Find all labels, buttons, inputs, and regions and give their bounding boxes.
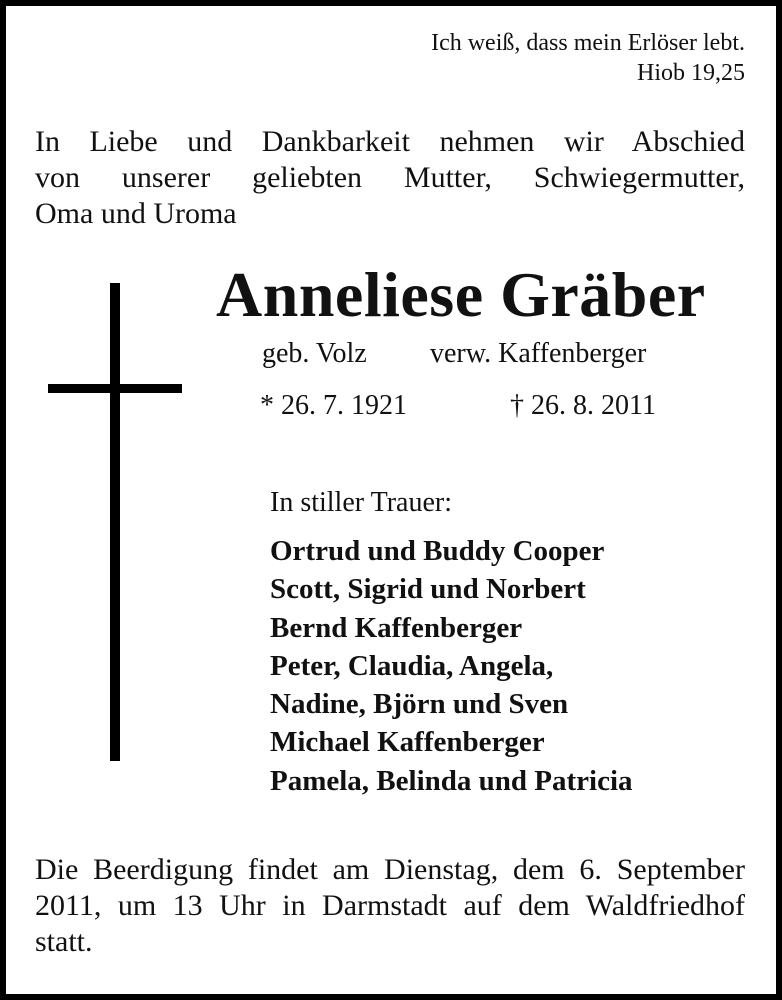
funeral-line: statt. <box>35 925 93 958</box>
cross-icon <box>110 283 120 761</box>
mourner: Bernd Kaffenberger <box>270 611 523 644</box>
mourner: Ortrud und Buddy Cooper <box>270 535 605 567</box>
mourner: Pamela, Belinda und Patricia <box>270 764 633 797</box>
widowed-name: verw. Kaffenberger <box>430 338 647 369</box>
intro-line: In Liebe und Dankbarkeit nehmen wir Abschied <box>35 125 745 158</box>
mourner: Scott, Sigrid und Norbert <box>270 573 586 606</box>
intro-paragraph <box>35 124 745 232</box>
funeral-line: Die Beerdigung findet am Dienstag, dem 6. September <box>35 853 745 886</box>
funeral-line: 2011, um 13 Uhr in Darmstadt auf dem Waldfriedhof <box>35 889 745 922</box>
mourner: Michael Kaffenberger <box>270 726 545 759</box>
mourners-heading: In stiller Trauer: <box>270 487 452 518</box>
mourner: Peter, Claudia, Angela, <box>270 649 554 682</box>
birth-date: * 26. 7. 1921 <box>260 390 407 421</box>
quote-source: Hiob 19,25 <box>637 60 745 86</box>
intro-line: von unserer geliebten Mutter, Schwiegermutter, <box>35 161 745 194</box>
funeral-paragraph <box>35 852 745 960</box>
mourners-list <box>270 532 633 800</box>
intro-line: Oma und Uroma <box>35 197 237 230</box>
birth-name: geb. Volz <box>262 338 367 369</box>
quote-text: Ich weiß, dass mein Erlöser lebt. <box>431 30 745 56</box>
mourner: Nadine, Björn und Sven <box>270 688 569 721</box>
death-date: † 26. 8. 2011 <box>510 390 656 421</box>
deceased-name: Anneliese Gräber <box>216 259 706 330</box>
cross-icon-crossbar <box>48 384 182 393</box>
